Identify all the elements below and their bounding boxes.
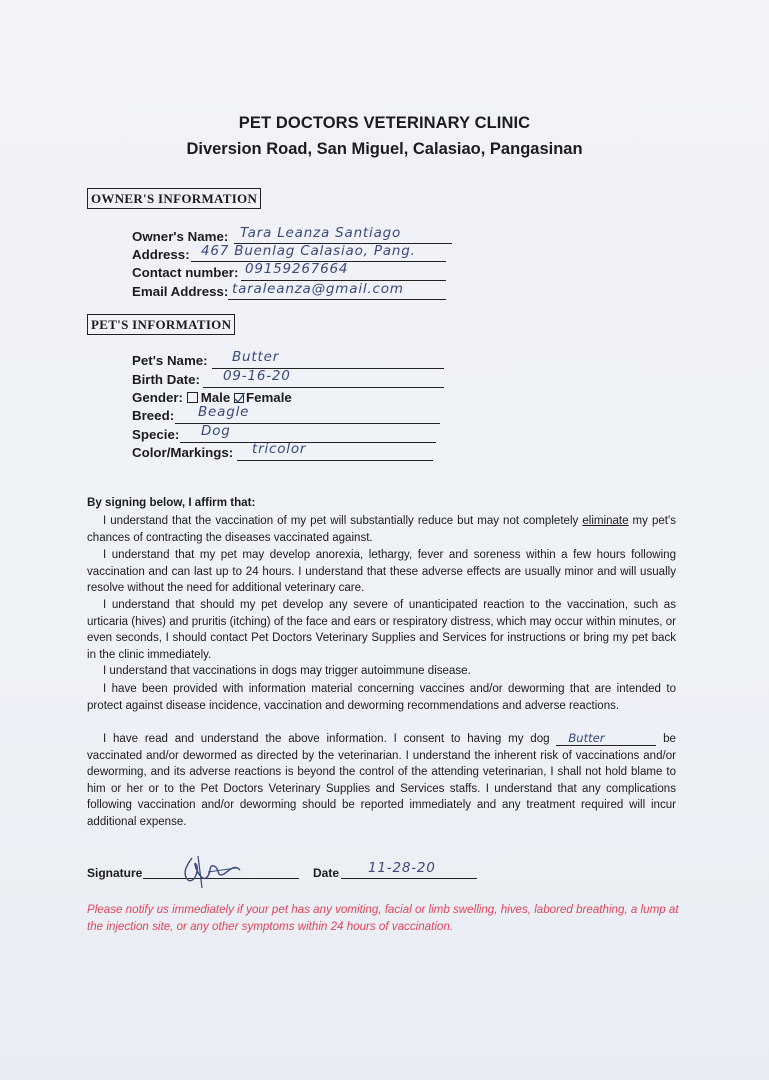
- gender-row: [132, 390, 292, 405]
- owner-address-value: 467 Buenlag Calasiao, Pang.: [201, 243, 416, 259]
- contact-number-value: 09159267664: [245, 261, 349, 277]
- consent-pet-name: Butter: [556, 732, 656, 746]
- owner-section-title: OWNER'S INFORMATION: [87, 188, 261, 209]
- owner-name-label: Owner's Name:: [132, 229, 229, 244]
- specie-label: Specie:: [132, 427, 180, 442]
- breed-label: Breed:: [132, 408, 175, 423]
- affirmation-paragraph-5: I have been provided with information material concerning vaccines and/or deworming that are intended to protect against disease incidence, vaccination and deworming recommendations and adverse reactions.: [87, 683, 676, 712]
- owner-address-label: Address:: [132, 247, 190, 262]
- pet-name-label: Pet's Name:: [132, 353, 208, 368]
- color-markings-value: tricolor: [252, 441, 307, 457]
- date-value: 11-28-20: [368, 860, 436, 876]
- date-label: Date: [313, 866, 340, 880]
- p6-start-text: I have read and understand the above information. I consent to having my dog: [103, 733, 550, 745]
- female-option-label: Female: [245, 390, 292, 405]
- breed-value: Beagle: [198, 404, 250, 420]
- gender-label: Gender:: [132, 390, 183, 405]
- affirmation-paragraph-6: [87, 731, 676, 831]
- male-option-label: Male: [200, 390, 231, 405]
- clinic-address: Diversion Road, San Miguel, Calasiao, Pangasinan: [186, 140, 583, 158]
- specie-value: Dog: [201, 423, 231, 439]
- p1-text: I understand that the vaccination of my pet will substantially reduce but may not completely: [103, 515, 579, 527]
- pet-section-title: PET'S INFORMATION: [87, 314, 235, 335]
- birth-date-value: 09-16-20: [223, 368, 291, 384]
- affirmation-paragraph-3: I understand that should my pet develop any severe of unanticipated reaction to the vaccination, such as urticaria (hives) and pruritis (itching) of the face and ears or respiratory distress, which may occur within minutes, or even seconds, I should contact Pet Doctors Veterinary Supplies and Services for instructions or bring my pet back in the clinic immediately.: [87, 599, 676, 661]
- affirmation-paragraph-1: [87, 513, 676, 546]
- p6-end-text: be vaccinated and/or dewormed as directed by the veterinarian. I understand the inherent risk of vaccinations and/or deworming, and its adverse reactions is beyond the control of the attending veterinarian, I shall not hold blame to him or her or to the Pet Doctors Veterinary Supplies and Services staffs. I understand that any complications following vaccination and/or deworming should be reported immediately and any treatment required will incur additional expense.: [87, 733, 676, 828]
- color-markings-label: Color/Markings:: [132, 445, 234, 460]
- affirmation-paragraph-4: I understand that vaccinations in dogs may trigger autoimmune disease.: [103, 665, 471, 677]
- checkmark-icon: [234, 392, 245, 403]
- p1-underlined-word: eliminate: [582, 515, 629, 527]
- signature-label: Signature: [87, 866, 143, 880]
- p1-rest-text: my pet's chances of contracting the diseases vaccinated against.: [87, 515, 676, 544]
- affirmation-title: By signing below, I affirm that:: [87, 496, 256, 509]
- female-checkbox-checked[interactable]: [234, 391, 244, 401]
- handwritten-signature: [178, 852, 248, 890]
- male-checkbox[interactable]: [187, 392, 198, 403]
- post-vaccination-notice: Please notify us immediately if your pet has any vomiting, facial or limb swelling, hives, labored breathing, a lump at the injection site, or any other symptoms within 24 hours of vaccination.: [87, 903, 679, 933]
- affirmation-paragraph-2: I understand that my pet may develop anorexia, lethargy, fever and soreness within a few hours following vaccination and can last up to 24 hours. I understand that these adverse effects are usually minor and will usually resolve without the need for additional veterinary care.: [87, 549, 676, 595]
- email-label: Email Address:: [132, 284, 229, 299]
- owner-name-value: Tara Leanza Santiago: [240, 225, 402, 241]
- birth-date-label: Birth Date:: [132, 372, 200, 387]
- contact-number-label: Contact number:: [132, 265, 239, 280]
- email-value: taraleanza@gmail.com: [232, 281, 404, 297]
- pet-name-value: Butter: [232, 349, 280, 365]
- clinic-name: PET DOCTORS VETERINARY CLINIC: [238, 114, 531, 132]
